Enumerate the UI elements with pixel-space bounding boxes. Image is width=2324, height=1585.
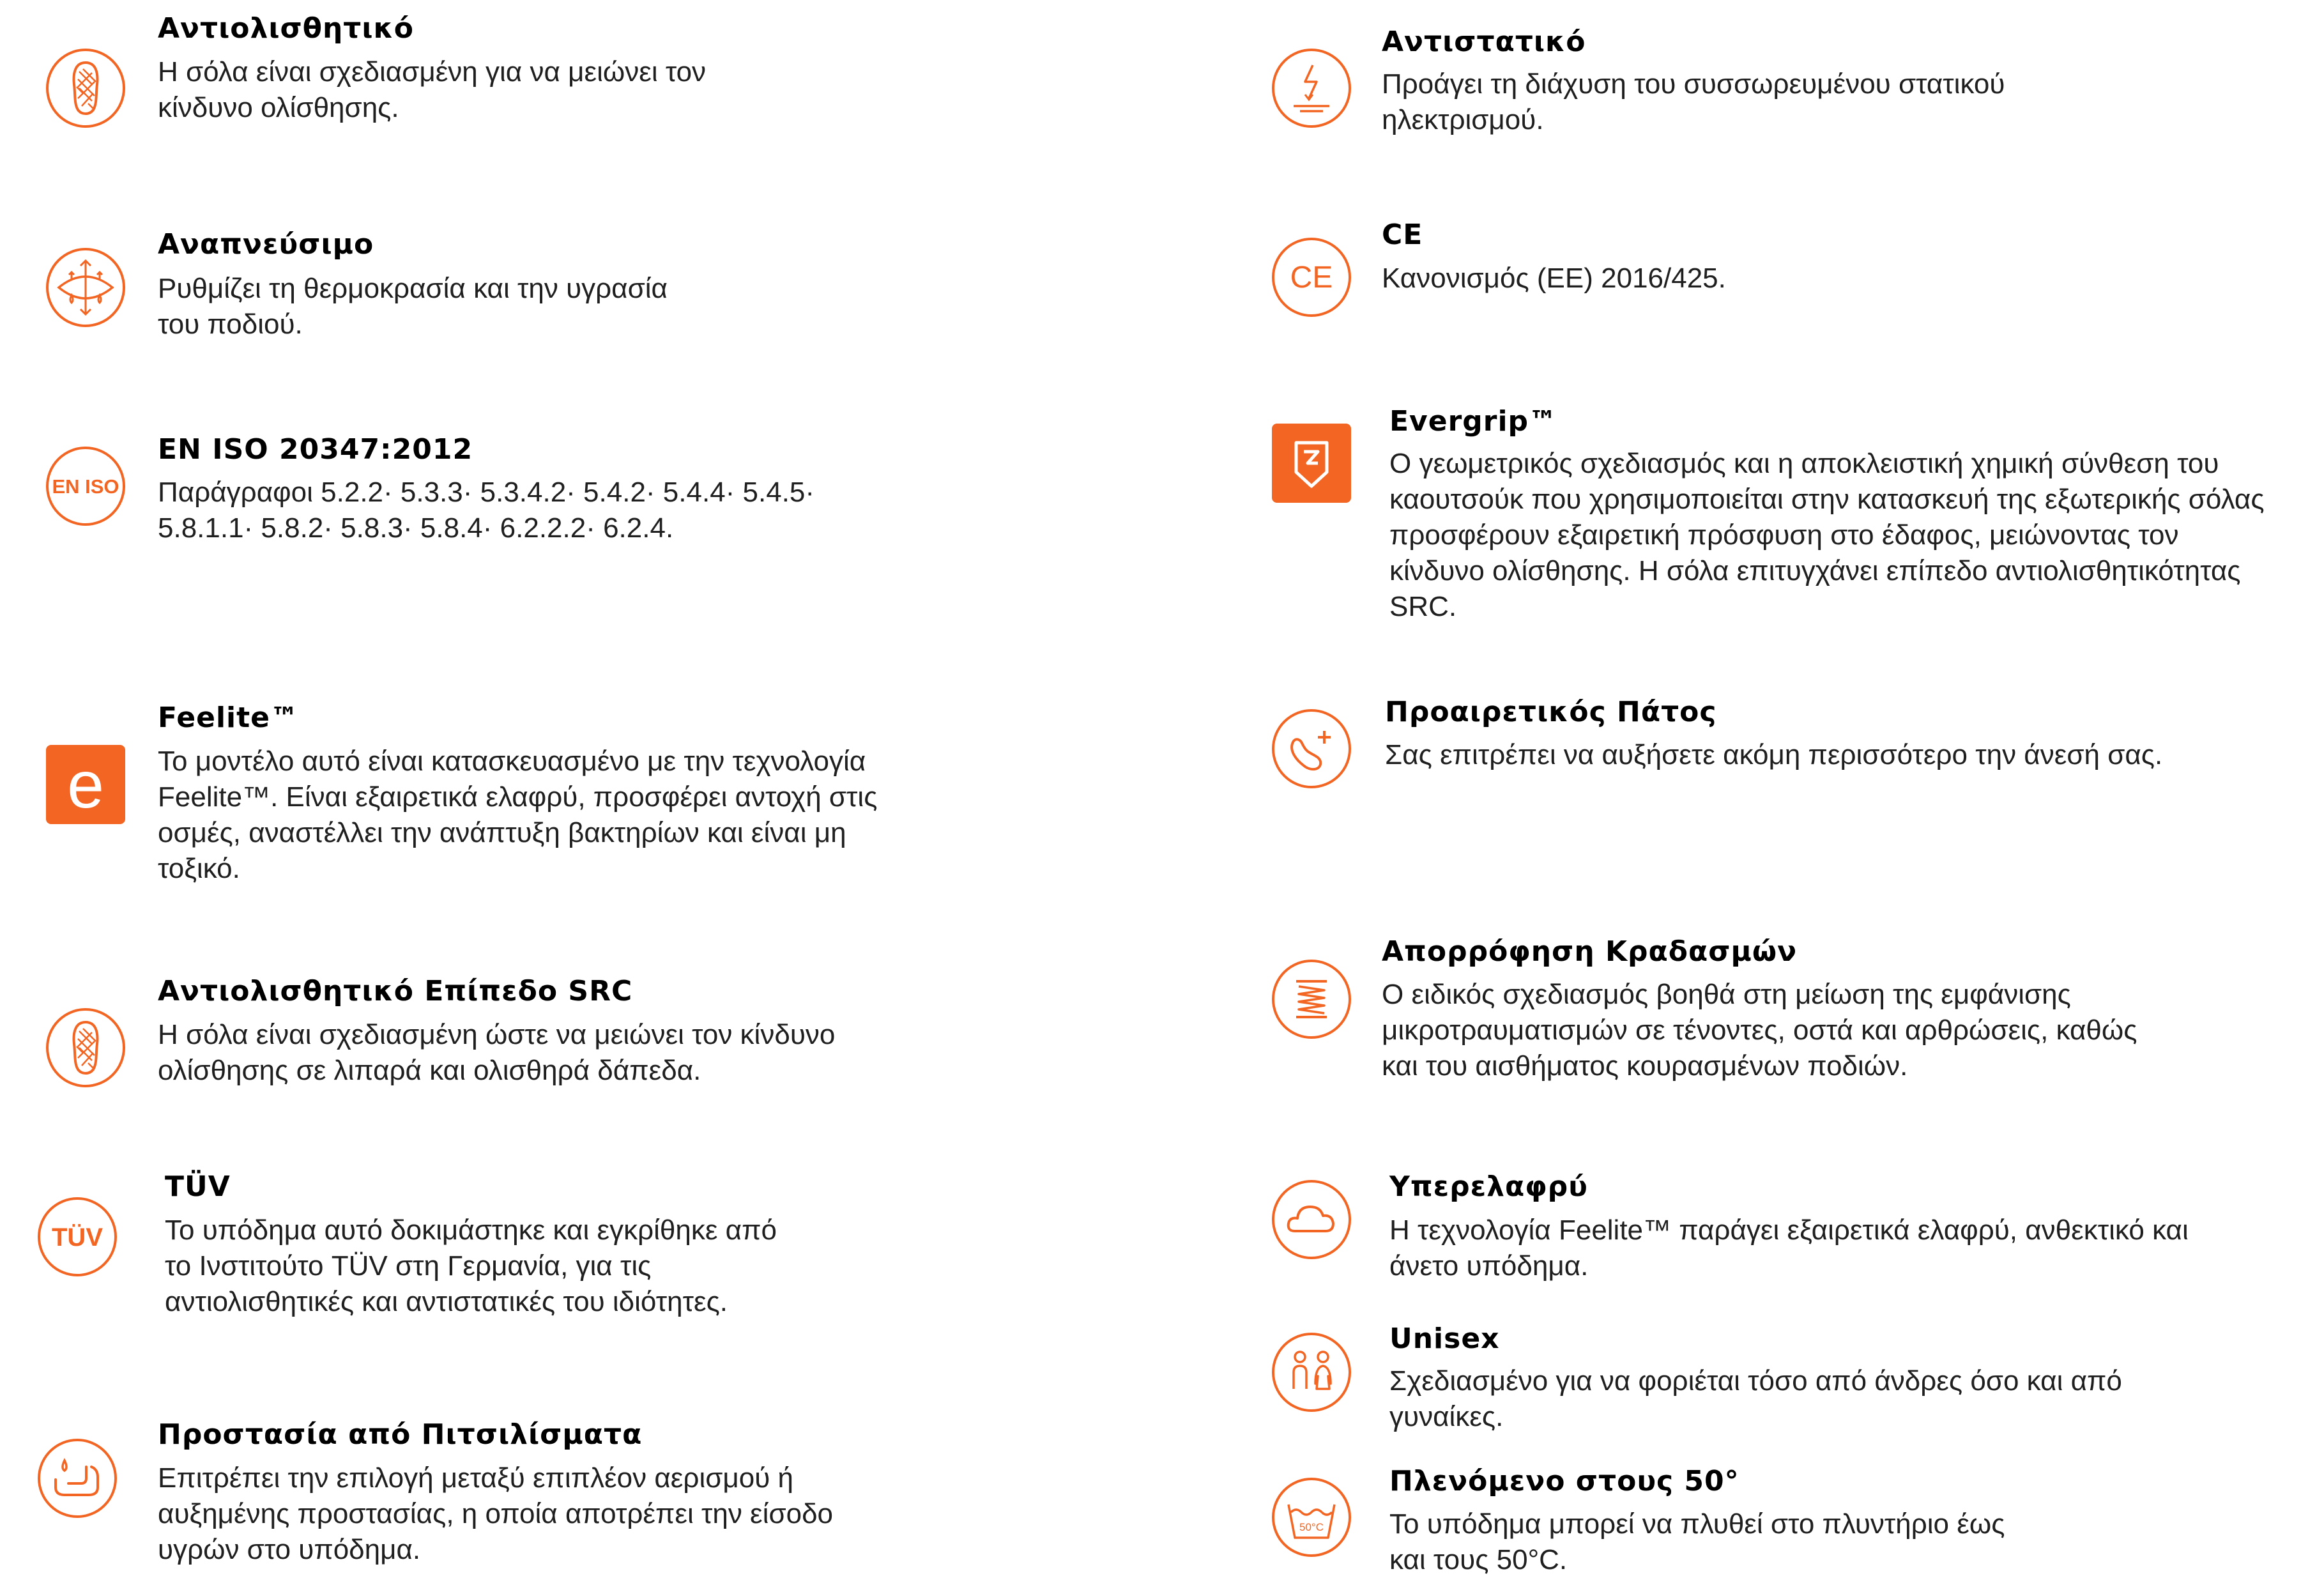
feature-title: Αναπνεύσιμο [158,228,374,261]
ce-icon [1271,236,1352,318]
feelite-icon [45,744,126,825]
wash-50-icon [1271,1476,1352,1558]
feature-description: Κανονισμός (ΕΕ) 2016/425. [1382,263,1726,294]
feature-title: Αντιστατικό [1382,26,1586,58]
feature-title: TÜV [165,1170,231,1203]
feature-description: Η σόλα είναι σχεδιασμένη για να μειώνει τον κίνδυνο ολίσθησης. [158,56,707,123]
cloud-icon [1271,1179,1352,1260]
feature-title: Προαιρετικός Πάτος [1385,696,1717,728]
feature-title: Υπερελαφρύ [1389,1170,1588,1203]
feature-title: Feelite™ [158,701,299,734]
feature-description: Προάγει τη διάχυση του συσσωρευμένου στατικού ηλεκτρισμού. [1382,68,2005,135]
feature-description: Ο γεωμετρικός σχεδιασμός και η αποκλειστική χημική σύνθεση του καουτσούκ που χρησιμοποιείται στην κατασκευή της εξωτερικής σόλας προσφέρουν εξαιρετική πρόσφυση στο έδαφος, μειώνοντας τον κίνδυνο ολίσθησης. Η σόλα επιτυγχάνει επίπεδο αντιολισθητικότητας SRC. [1389,448,2265,622]
unisex-icon [1271,1331,1352,1413]
feature-description: Παράγραφοι 5.2.2· 5.3.3· 5.3.4.2· 5.4.2· 5.4.4· 5.4.5· 5.8.1.1· 5.8.2· 5.8.3· 5.8.4· 6.2.2.2· 6.2.4. [158,477,815,544]
feature-title: Πλενόμενο στους 50° [1389,1465,1739,1497]
feature-description: Η τεχνολογία Feelite™ παράγει εξαιρετικά ελαφρύ, ανθεκτικό και άνετο υπόδημα. [1389,1214,2189,1282]
en-iso-icon [45,445,126,527]
evergrip-icon [1271,422,1352,504]
svg-text:TÜV: TÜV [52,1223,103,1252]
svg-text:EN ISO: EN ISO [52,475,119,498]
feature-title: Unisex [1389,1322,1500,1355]
feature-description: Σχεδιασμένο για να φοριέται τόσο από άνδρες όσο και από γυναίκες. [1389,1365,2122,1432]
feature-description: Σας επιτρέπει να αυξήσετε ακόμη περισσότερο την άνεσή σας. [1385,739,2163,770]
feature-title: EN ISO 20347:2012 [158,433,473,466]
svg-text:e: e [67,748,104,822]
svg-text:CE: CE [1290,261,1333,295]
breathable-icon [45,247,126,328]
antistatic-icon [1271,47,1352,129]
feature-title: Προστασία από Πιτσιλίσματα [158,1418,643,1451]
feature-title: Evergrip™ [1389,405,1558,438]
feature-description: Το υπόδημα μπορεί να πλυθεί στο πλυντήριο έως και τους 50°C. [1389,1508,2005,1575]
feature-title: CE [1382,218,1423,251]
feature-description: Ο ειδικός σχεδιασμός βοηθά στη μείωση της εμφάνισης μικροτραυματισμών σε τένοντες, οστά και αρθρώσεις, καθώς και του αισθήματος κουρασμένων ποδιών. [1382,979,2137,1082]
feature-title: Αντιολισθητικό Επίπεδο SRC [158,975,633,1007]
feature-description: Το μοντέλο αυτό είναι κατασκευασμένο με την τεχνολογία Feelite™. Είναι εξαιρετικά ελαφρύ, προσφέρει αντοχή στις οσμές, αναστέλλει την ανάπτυξη βακτηρίων και είναι μη τοξικό. [158,746,878,884]
svg-text:50°C: 50°C [1299,1521,1324,1533]
feature-description: Το υπόδημα αυτό δοκιμάστηκε και εγκρίθηκε από το Ινστιτούτο TÜV στη Γερμανία, για τις αντιολισθητικές και αντιστατικές του ιδιότητες. [165,1214,777,1317]
tuv-icon [36,1196,118,1278]
splash-protection-icon [36,1437,118,1519]
shock-absorption-icon [1271,958,1352,1040]
feature-description: Επιτρέπει την επιλογή μεταξύ επιπλέον αερισμού ή αυξημένης προστασίας, η οποία αποτρέπει την είσοδο υγρών στο υπόδημα. [158,1462,834,1565]
feature-description: Ρυθμίζει τη θερμοκρασία και την υγρασία του ποδιού. [158,273,668,340]
feature-title: Απορρόφηση Κραδασμών [1382,935,1798,968]
sole-icon [45,1007,126,1089]
feature-description: Η σόλα είναι σχεδιασμένη ώστε να μειώνει τον κίνδυνο ολίσθησης σε λιπαρά και ολισθηρά δάπεδα. [158,1019,836,1086]
optional-insole-icon [1271,708,1352,790]
sole-icon [45,47,126,129]
feature-title: Αντιολισθητικό [158,12,414,45]
